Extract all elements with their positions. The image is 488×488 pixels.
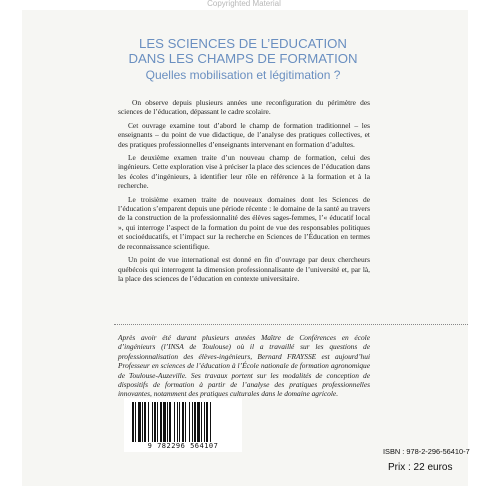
summary-paragraph: Le troisième examen traite de nouveaux domaines dont les Sciences de l’éducation s’emparent depuis une période récente : le domaine de la santé au travers de la construction de la professionnalité des élèves sages-femmes, l’« éducatif local », qui interroge l’aspect de la formation du point de vue des responsables politiques et socioéducatifs, et l’impact sur la recherche en Sciences de l’Éducation en termes de reconnaissance scientifique. (118, 194, 370, 251)
barcode-bars (132, 402, 234, 442)
summary-paragraph: On observe depuis plusieurs années une reconfiguration du périmètre des sciences de l’éducation, dépassant le cadre scolaire. (118, 98, 370, 117)
title-line-2: DANS LES CHAMPS DE FORMATION (128, 51, 358, 66)
barcode-bar (177, 402, 178, 442)
barcode-bar (192, 402, 193, 442)
barcode-bar (189, 402, 190, 442)
barcode-bar (138, 402, 141, 442)
barcode-bar (132, 402, 134, 442)
barcode-bar (194, 402, 196, 442)
barcode-bar (160, 402, 162, 442)
isbn: ISBN : 978-2-296-56410-7 (383, 447, 470, 456)
barcode-bar (135, 402, 136, 442)
author-bio: Après avoir été durant plusieurs années Maître de Conférences en école d’ingénieurs (l’INSA de Toulouse) où il a travaillé sur les questions de professionnalisation des élèves-ingénieurs, Bernard FRAYSSE est aujourd’hui Professeur en sciences de l’éducation à l’École nationale de formation agronomique de Toulouse-Auzeville. Ses travaux portent sur les modalités de conception de dispositifs de formation à partir de l’analyse des pratiques professionnelles innovantes, notamment des pratiques culturales dans le domaine agricole. (118, 333, 370, 399)
book-title (20, 36, 466, 66)
summary-paragraph: Le deuxième examen traite d’un nouveau champ de formation, celui des ingénieurs. Cette exploration vise à préciser la place des sciences de l’éducation dans les écoles d’ingénieurs, à identifier leur rôle en référence à la formation et à la recherche. (118, 153, 370, 191)
barcode-bar (197, 402, 200, 442)
barcode-bar (185, 402, 186, 442)
barcode-bar (148, 402, 149, 442)
barcode (124, 398, 242, 452)
barcode-bar (154, 402, 156, 442)
title-line-1: LES SCIENCES DE L’EDUCATION (139, 36, 347, 51)
barcode-bar (179, 402, 180, 442)
barcode-digits: 9 782296 564107 (147, 442, 219, 450)
barcode-bar (144, 402, 146, 442)
watermark: Copyrighted Material (207, 0, 281, 8)
summary-text (118, 98, 370, 287)
barcode-bar (142, 402, 143, 442)
barcode-bar (174, 402, 175, 442)
barcode-bar (206, 402, 208, 442)
barcode-bar (204, 402, 205, 442)
summary-paragraph: Cet ouvrage examine tout d’abord le champ de formation traditionnel – les enseignants – du point de vue didactique, de l’analyse des pratiques collectives, et des pratiques professionnelles d’enseignants intervenant en formation d’adultes. (118, 120, 370, 149)
dotted-divider (114, 324, 468, 325)
barcode-bar (163, 402, 166, 442)
price: Prix : 22 euros (388, 462, 453, 473)
barcode-bar (152, 402, 153, 442)
barcode-bar (167, 402, 168, 442)
barcode-bar (169, 402, 171, 442)
barcode-bar (157, 402, 158, 442)
summary-paragraph: Un point de vue international est donné en fin d’ouvrage par deux chercheurs québécois qui interrogent la dimension professionnalisante de l’université et, par là, la place des sciences de l’éducation en contexte universitaire. (118, 255, 370, 283)
barcode-bar (182, 402, 184, 442)
barcode-bar (201, 402, 202, 442)
barcode-bar (210, 402, 211, 442)
book-subtitle: Quelles mobilisation et légitimation ? (145, 68, 341, 82)
